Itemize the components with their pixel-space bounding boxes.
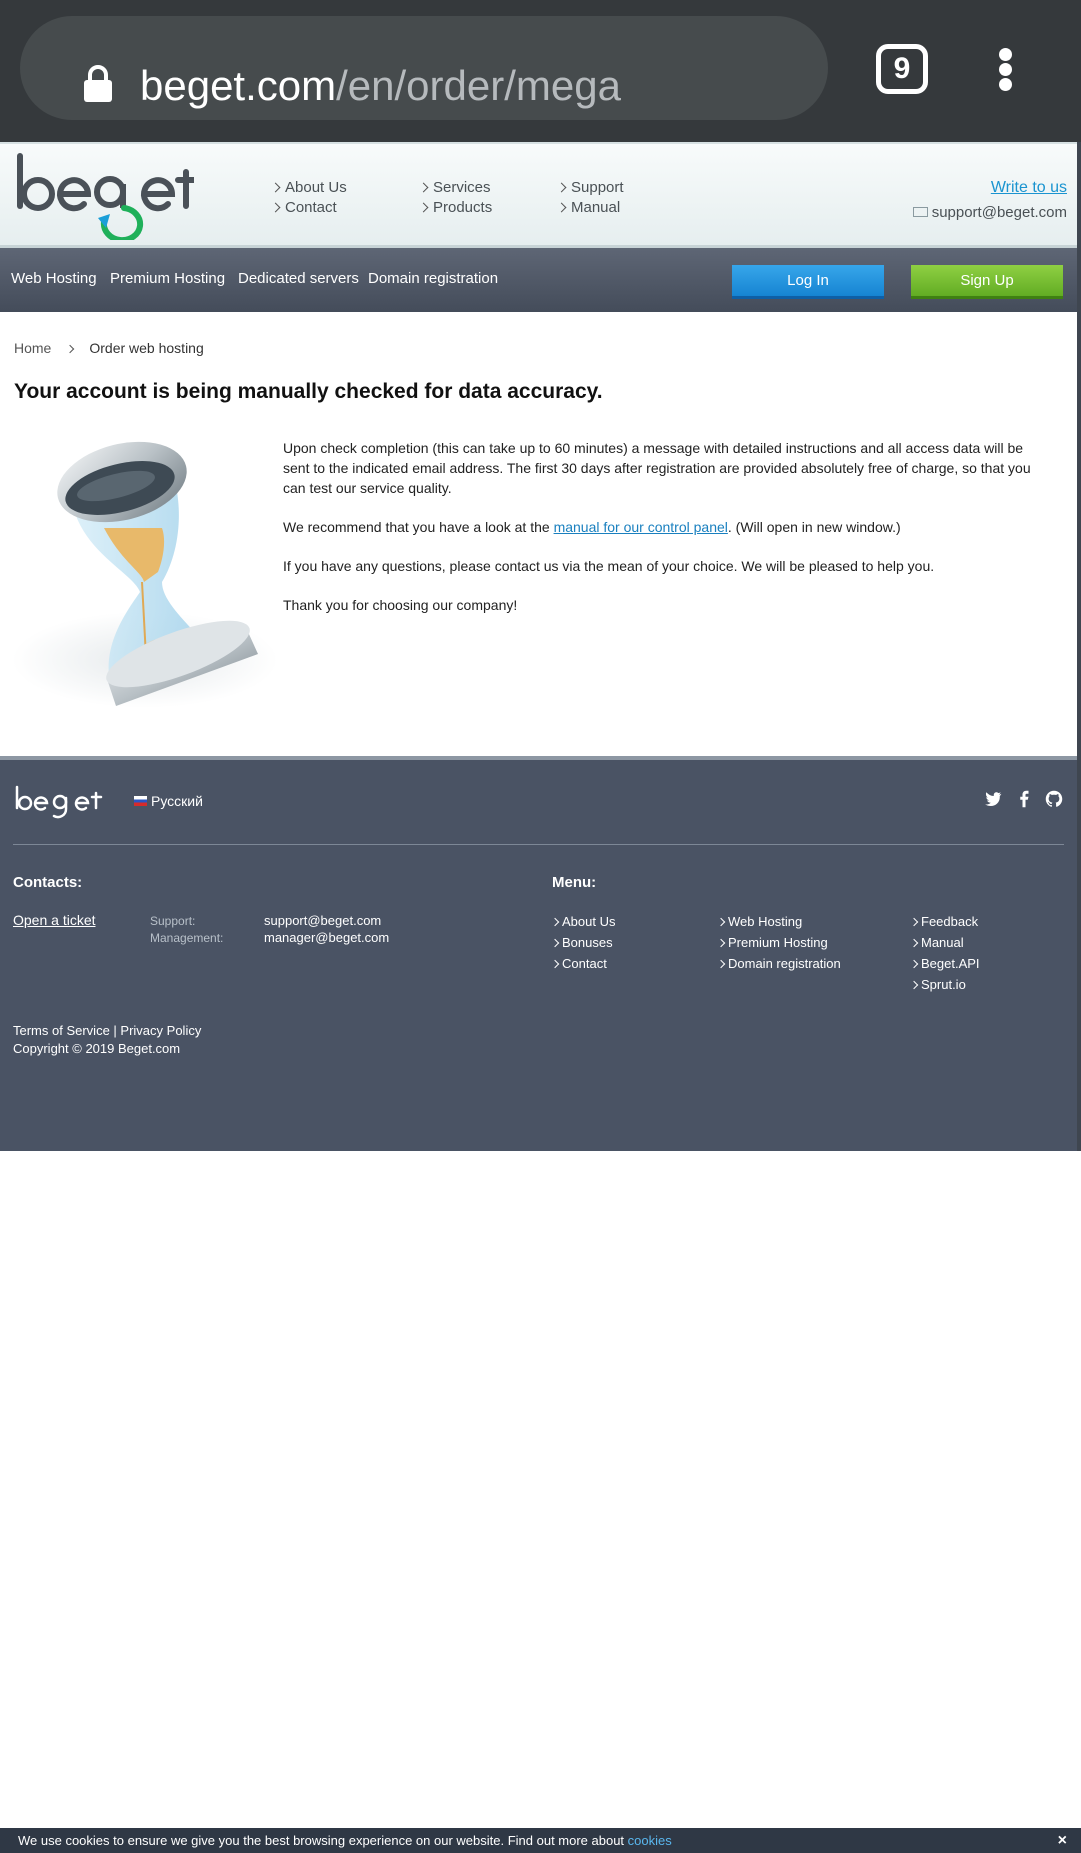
social-links: [976, 790, 1063, 812]
manual-text-after: . (Will open in new window.): [727, 519, 901, 535]
footer-beget-logo[interactable]: [14, 784, 104, 822]
footer-divider: [13, 844, 1064, 845]
breadcrumb-current: Order web hosting: [89, 340, 204, 356]
breadcrumb: [14, 340, 204, 356]
footer-menu-label: Premium Hosting: [728, 935, 828, 950]
questions-paragraph: If you have any questions, please contact us via the mean of your choice. We will be pleased to help you.: [283, 558, 935, 574]
address-bar[interactable]: [20, 16, 828, 120]
open-ticket-link[interactable]: Open a ticket: [13, 912, 96, 928]
top-link-services[interactable]: [420, 178, 560, 198]
footer-menu-label: About Us: [562, 914, 616, 929]
chevron-right-icon: [910, 939, 918, 947]
footer-menu-bonuses[interactable]: [552, 935, 613, 950]
footer-menu-label: Contact: [562, 956, 607, 971]
chevron-right-icon: [551, 939, 559, 947]
footer-menu-label: Web Hosting: [728, 914, 803, 929]
support-email-text: support@beget.com: [931, 204, 1067, 221]
close-icon[interactable]: ×: [1057, 1832, 1067, 1849]
footer-menu-sprut-io[interactable]: [911, 977, 966, 992]
footer-menu-label: Domain registration: [728, 956, 841, 971]
footer-menu-premium-hosting[interactable]: [718, 935, 828, 950]
chevron-right-icon: [271, 203, 281, 213]
menu-heading: Menu:: [552, 874, 597, 891]
cookie-message: We use cookies to ensure we give you the best browsing experience on our website. Find out more about: [18, 1833, 628, 1848]
legal-links: [13, 1022, 201, 1040]
cookie-banner: [0, 1828, 1081, 1853]
top-link-manual[interactable]: [558, 198, 698, 218]
nav-web-hosting[interactable]: Web Hosting: [11, 270, 97, 287]
top-link-label: Manual: [571, 199, 621, 216]
manual-paragraph: [283, 517, 1053, 537]
support-label: Support:: [150, 914, 196, 928]
chevron-right-icon: [557, 183, 567, 193]
github-icon[interactable]: [1045, 790, 1063, 808]
manual-text-before: We recommend that you have a look at the: [283, 519, 554, 535]
footer-menu-manual[interactable]: [911, 935, 964, 950]
url-text: [140, 60, 621, 112]
support-email-link[interactable]: support@beget.com: [264, 913, 382, 928]
terms-link[interactable]: Terms of Service: [13, 1023, 110, 1038]
top-link-label: About Us: [285, 179, 347, 196]
footer: [0, 756, 1077, 1151]
chevron-right-icon: [717, 960, 725, 968]
browser-toolbar: [0, 0, 1081, 142]
management-label: Management:: [150, 931, 224, 945]
top-link-label: Services: [433, 179, 491, 196]
language-label: Русский: [151, 793, 203, 809]
tab-switcher-button[interactable]: 9: [876, 44, 928, 94]
footer-menu-beget-api[interactable]: [911, 956, 980, 971]
url-host: beget.com: [140, 62, 337, 109]
thanks-paragraph: Thank you for choosing our company!: [283, 597, 518, 613]
breadcrumb-home[interactable]: Home: [14, 340, 52, 356]
legal-block: [13, 1022, 201, 1058]
copyright: Copyright © 2019 Beget.com: [13, 1041, 181, 1056]
top-link-products[interactable]: [420, 198, 560, 218]
chevron-right-icon: [551, 960, 559, 968]
contacts-heading: Contacts:: [13, 874, 83, 891]
legal-separator: |: [109, 1023, 121, 1038]
top-link-support[interactable]: [558, 178, 698, 198]
page-scroll-edge: [1077, 142, 1081, 1151]
site-header: [0, 142, 1077, 248]
chevron-right-icon: [717, 939, 725, 947]
top-link-label: Contact: [285, 199, 337, 216]
chevron-right-icon: [557, 203, 567, 213]
chevron-right-icon: [419, 203, 429, 213]
top-link-label: Products: [433, 199, 493, 216]
chevron-right-icon: [271, 183, 281, 193]
control-panel-manual-link[interactable]: manual for our control panel: [553, 519, 728, 535]
chevron-right-icon: [910, 981, 918, 989]
chevron-right-icon: [910, 918, 918, 926]
nav-premium-hosting[interactable]: Premium Hosting: [110, 270, 226, 287]
support-email[interactable]: [913, 204, 1067, 221]
chevron-right-icon: [66, 345, 74, 353]
cookie-text: [18, 1828, 672, 1853]
cookies-link[interactable]: cookies: [627, 1833, 672, 1848]
footer-menu-web-hosting[interactable]: [718, 914, 802, 929]
twitter-icon[interactable]: [984, 790, 1002, 808]
footer-menu-label: Bonuses: [562, 935, 613, 950]
privacy-link[interactable]: Privacy Policy: [120, 1023, 202, 1038]
footer-menu-feedback[interactable]: [911, 914, 978, 929]
footer-menu-label: Sprut.io: [921, 977, 966, 992]
russia-flag-icon: [134, 796, 147, 806]
content-text: [283, 438, 1053, 634]
footer-menu-contact[interactable]: [552, 956, 607, 971]
footer-menu-label: Manual: [921, 935, 964, 950]
footer-menu-label: Feedback: [921, 914, 979, 929]
hourglass-icon: [12, 432, 278, 708]
top-link-about[interactable]: [272, 178, 412, 198]
chevron-right-icon: [419, 183, 429, 193]
nav-domain-registration[interactable]: Domain registration: [368, 270, 499, 287]
language-switcher[interactable]: [134, 793, 203, 809]
write-to-us-link[interactable]: Write to us: [990, 179, 1067, 196]
chevron-right-icon: [551, 918, 559, 926]
browser-menu-icon[interactable]: [990, 44, 1022, 94]
facebook-icon[interactable]: [1015, 790, 1033, 808]
footer-menu-about[interactable]: [552, 914, 615, 929]
check-completion-paragraph: Upon check completion (this can take up to 60 minutes) a message with detailed instructions and all access data will be sent to the indicated email address. The first 30 days after registration are provided absolutely free of charge, so that you can test our service quality.: [283, 440, 1031, 496]
login-button[interactable]: Log In: [732, 265, 884, 299]
signup-button[interactable]: Sign Up: [911, 265, 1063, 299]
page-title: Your account is being manually checked for data accuracy.: [14, 380, 603, 403]
lock-icon: [82, 64, 114, 104]
mail-icon: [913, 207, 928, 217]
chevron-right-icon: [717, 918, 725, 926]
top-link-contact[interactable]: [272, 198, 412, 218]
beget-logo[interactable]: [14, 148, 194, 240]
chevron-right-icon: [910, 960, 918, 968]
main-nav: [0, 248, 1077, 312]
nav-dedicated-servers[interactable]: Dedicated servers: [238, 270, 359, 287]
management-email-link[interactable]: manager@beget.com: [264, 930, 390, 945]
top-link-label: Support: [571, 179, 624, 196]
footer-menu-label: Beget.API: [921, 956, 980, 971]
url-path: /en/order/mega: [336, 62, 621, 109]
footer-menu-domain-registration[interactable]: [718, 956, 841, 971]
